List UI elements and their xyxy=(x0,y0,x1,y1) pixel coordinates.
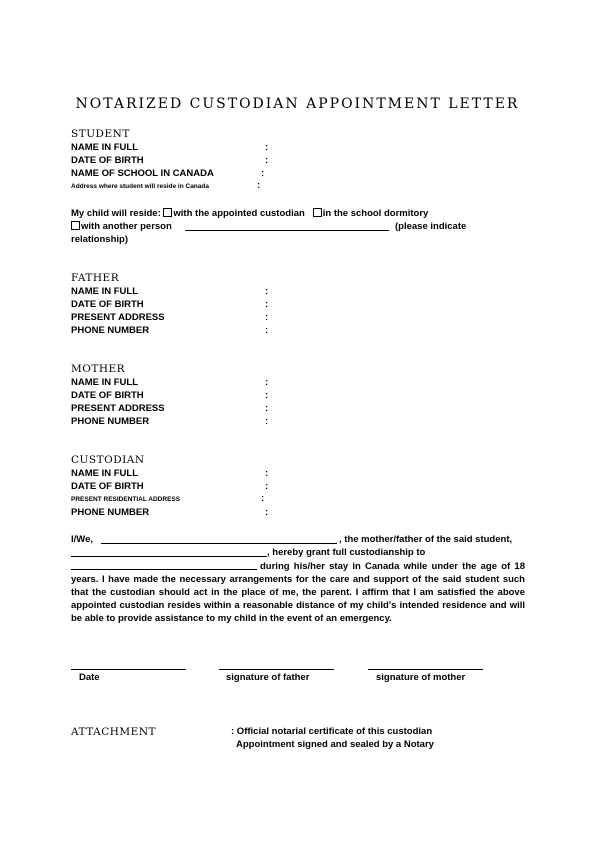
custodian-dob-colon: : xyxy=(265,481,269,492)
mother-dob-label: DATE OF BIRTH xyxy=(71,390,144,401)
parent-name-field-line[interactable] xyxy=(101,543,337,544)
father-name-colon: : xyxy=(265,286,269,297)
father-phone-label: PHONE NUMBER xyxy=(71,325,150,336)
mother-name-colon: : xyxy=(265,377,269,388)
mother-phone-colon: : xyxy=(265,416,269,427)
custodian-name-field-line[interactable] xyxy=(71,556,267,557)
reside-option-other-checkbox[interactable] xyxy=(71,221,80,230)
father-signature-label: signature of father xyxy=(226,672,310,683)
reside-option-dormitory-label: in the school dormitory xyxy=(322,208,429,219)
mother-phone-label: PHONE NUMBER xyxy=(71,416,150,427)
student-dob-colon: : xyxy=(265,155,269,166)
reside-option-dormitory-checkbox[interactable] xyxy=(313,208,322,217)
date-label: Date xyxy=(79,672,100,683)
mother-dob-colon: : xyxy=(265,390,269,401)
relationship-field-line[interactable] xyxy=(185,230,389,231)
mother-name-label: NAME IN FULL xyxy=(71,377,139,388)
reside-option-other-label: with another person xyxy=(81,221,172,232)
mother-signature-label: signature of mother xyxy=(376,672,466,683)
custodian-heading: CUSTODIAN xyxy=(71,454,145,466)
custodian-phone-label: PHONE NUMBER xyxy=(71,507,150,518)
father-address-colon: : xyxy=(265,312,269,323)
reside-option-custodian-label: with the appointed custodian xyxy=(173,208,305,219)
mother-address-colon: : xyxy=(265,403,269,414)
document-title: NOTARIZED CUSTODIAN APPOINTMENT LETTER xyxy=(75,96,520,112)
father-signature-line[interactable] xyxy=(219,669,334,670)
father-dob-colon: : xyxy=(265,299,269,310)
father-phone-colon: : xyxy=(265,325,269,336)
custodian-address-label: PRESENT RESIDENTIAL ADDRESS xyxy=(71,496,181,503)
statement-body-text: during his/her stay in Canada while under the age of 18 years. I have made the necessary arrangements for the care and support of the said student such that the custodian should act in the place of me, the parent. I affirm that I am satisfied the above appointed custodian resides within a reasonable distance of my child's intended residence and will be able to provide assistance to my child in the event of an emergency. xyxy=(71,561,525,624)
reside-option-custodian-checkbox[interactable] xyxy=(163,208,172,217)
father-address-label: PRESENT ADDRESS xyxy=(71,312,165,323)
student-address-colon: : xyxy=(257,180,261,191)
student-name-label: NAME IN FULL xyxy=(71,142,139,153)
custodian-dob-label: DATE OF BIRTH xyxy=(71,481,144,492)
father-dob-label: DATE OF BIRTH xyxy=(71,299,144,310)
statement-grant: , hereby grant full custodianship to xyxy=(267,547,426,558)
custodian-address-colon: : xyxy=(261,493,265,504)
statement-body xyxy=(71,560,525,625)
custodian-name-label: NAME IN FULL xyxy=(71,468,139,479)
mother-address-label: PRESENT ADDRESS xyxy=(71,403,165,414)
reside-line-2 xyxy=(71,221,172,232)
student-name-colon: : xyxy=(265,142,269,153)
reside-suffix: (please indicate xyxy=(395,221,467,232)
attachment-line-2: Appointment signed and sealed by a Notary xyxy=(236,739,434,750)
statement-mother-father: , the mother/father of the said student, xyxy=(339,534,513,545)
attachment-heading: ATTACHMENT xyxy=(71,726,157,738)
attachment-line-1: : Official notarial certificate of this custodian xyxy=(231,726,433,737)
father-heading: FATHER xyxy=(71,272,120,284)
student-school-label: NAME OF SCHOOL IN CANADA xyxy=(71,168,214,179)
date-signature-line[interactable] xyxy=(71,669,186,670)
reside-intro: My child will reside: xyxy=(71,208,161,219)
student-dob-label: DATE OF BIRTH xyxy=(71,155,144,166)
custodian-name-colon: : xyxy=(265,468,269,479)
student-heading: STUDENT xyxy=(71,128,130,140)
mother-heading: MOTHER xyxy=(71,363,126,375)
student-address-label: Address where student will reside in Canada xyxy=(71,183,209,190)
student-school-colon: : xyxy=(261,168,265,179)
reside-suffix-2: relationship) xyxy=(71,234,129,245)
custodian-phone-colon: : xyxy=(265,507,269,518)
reside-line-1 xyxy=(71,208,428,219)
statement-iwe: I/We, xyxy=(71,534,93,545)
mother-signature-line[interactable] xyxy=(368,669,483,670)
father-name-label: NAME IN FULL xyxy=(71,286,139,297)
